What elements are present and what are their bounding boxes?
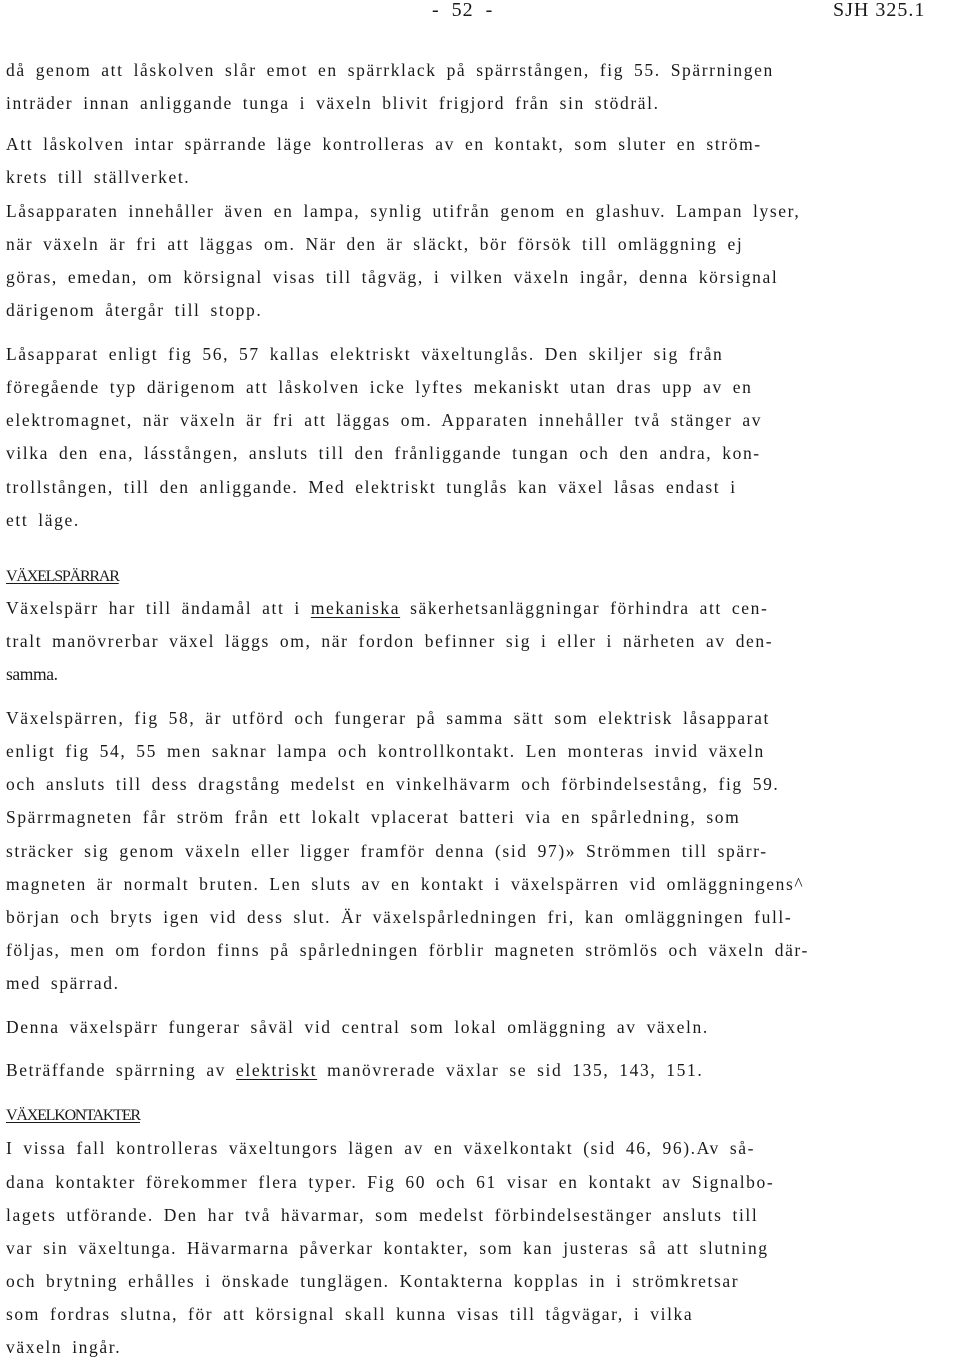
text-line: föregående typ därigenom att låskolven icke lyftes mekaniskt utan dras upp av en (6, 377, 753, 397)
text-line: tralt manövrerbar växel läggs om, när fordon befinner sig i eller i närheten av den- (6, 631, 774, 651)
text-line: då genom att låskolven slår emot en spärrklack på spärrstången, fig 55. Spärrningen (6, 60, 774, 80)
text-line: trollstången, till den anliggande. Med elektriskt tunglås kan växel låsas endast i (6, 477, 737, 497)
section-heading-vaxelkontakter: VÄXELKONTAKTER (6, 1107, 140, 1124)
text-line: enligt fig 54, 55 men saknar lampa och kontrollkontakt. Len monteras invid växeln (6, 741, 765, 761)
text-line: inträder innan anliggande tunga i växeln blivit frigjord från sin stödräl. (6, 93, 660, 113)
text-line (6, 1060, 703, 1080)
text-line: växeln ingår. (6, 1337, 122, 1357)
text-line (6, 598, 768, 618)
text-line: Att låskolven intar spärrande läge kontrolleras av en kontakt, som sluter en ström- (6, 134, 762, 154)
text-segment: Växelspärr har till ändamål att i (6, 598, 311, 618)
text-line: därigenom återgår till stopp. (6, 300, 263, 320)
text-line: göras, emedan, om körsignal visas till tågväg, i vilken växeln ingår, denna körsignal (6, 267, 779, 287)
text-line: sträcker sig genom växeln eller ligger framför denna (sid 97)» Strömmen till spärr- (6, 841, 768, 861)
text-line: och brytning erhålles i önskade tunglägen. Kontakterna kopplas in i strömkretsar (6, 1271, 740, 1291)
text-line: Spärrmagneten får ström från ett lokalt vplacerat batteri via en spårledning, som (6, 807, 741, 827)
text-line: magneten är normalt bruten. Len sluts av en kontakt i växelspärren vid omläggningens^ (6, 874, 805, 894)
text-line: elektromagnet, när växeln är fri att läggas om. Apparaten innehåller två stänger av (6, 410, 763, 430)
text-line: lagets utförande. Den har två hävarmar, som medelst förbindelsestänger ansluts till (6, 1205, 759, 1225)
page-number: - 52 - (432, 0, 494, 21)
text-line: Låsapparaten innehåller även en lampa, synlig utifrån genom en glashuv. Lampan lyser, (6, 201, 801, 221)
text-segment: säkerhetsanläggningar förhindra att cen- (400, 598, 769, 618)
text-line: samma. (6, 664, 58, 684)
text-line: ett läge. (6, 510, 80, 530)
text-line: krets till ställverket. (6, 167, 191, 187)
text-segment: manövrerade växlar se sid 135, 143, 151. (317, 1060, 704, 1080)
underlined-word: elektriskt (236, 1060, 318, 1080)
text-line: vilka den ena, lásstången, ansluts till den frånliggande tungan och den andra, kon- (6, 443, 761, 463)
document-id: SJH 325.1 (833, 0, 926, 21)
text-segment: Beträffande spärrning av (6, 1060, 237, 1080)
text-line: när växeln är fri att läggas om. När den är släckt, bör försök till omläggning ej (6, 234, 744, 254)
text-line: början och bryts igen vid dess slut. Är växelspårledningen fri, kan omläggningen full- (6, 907, 793, 927)
text-line: med spärrad. (6, 973, 120, 993)
section-heading-vaxelsparrar: VÄXELSPÄRRAR (6, 568, 119, 585)
text-line: dana kontakter förekommer flera typer. Fig 60 och 61 visar en kontakt av Signalbo- (6, 1172, 775, 1192)
text-line: Växelspärren, fig 58, är utförd och fungerar på samma sätt som elektrisk låsapparat (6, 708, 770, 728)
text-line: följas, men om fordon finns på spårledningen förblir magneten strömlös och växeln där- (6, 940, 809, 960)
underlined-word: mekaniska (310, 598, 401, 618)
page-header (0, 0, 960, 30)
text-line: som fordras slutna, för att körsignal skall kunna visas till tågvägar, i vilka (6, 1304, 694, 1324)
text-line: Denna växelspärr fungerar såväl vid central som lokal omläggning av växeln. (6, 1017, 709, 1037)
text-line: var sin växeltunga. Hävarmarna påverkar kontakter, som kan justeras så att slutning (6, 1238, 769, 1258)
text-line: I vissa fall kontrolleras växeltungors lägen av en växelkontakt (sid 46, 96).Av så- (6, 1138, 756, 1158)
text-line: och ansluts till dess dragstång medelst en vinkelhävarm och förbindelsestång, fig 59. (6, 774, 780, 794)
text-line: Låsapparat enligt fig 56, 57 kallas elektriskt växeltunglås. Den skiljer sig från (6, 344, 724, 364)
